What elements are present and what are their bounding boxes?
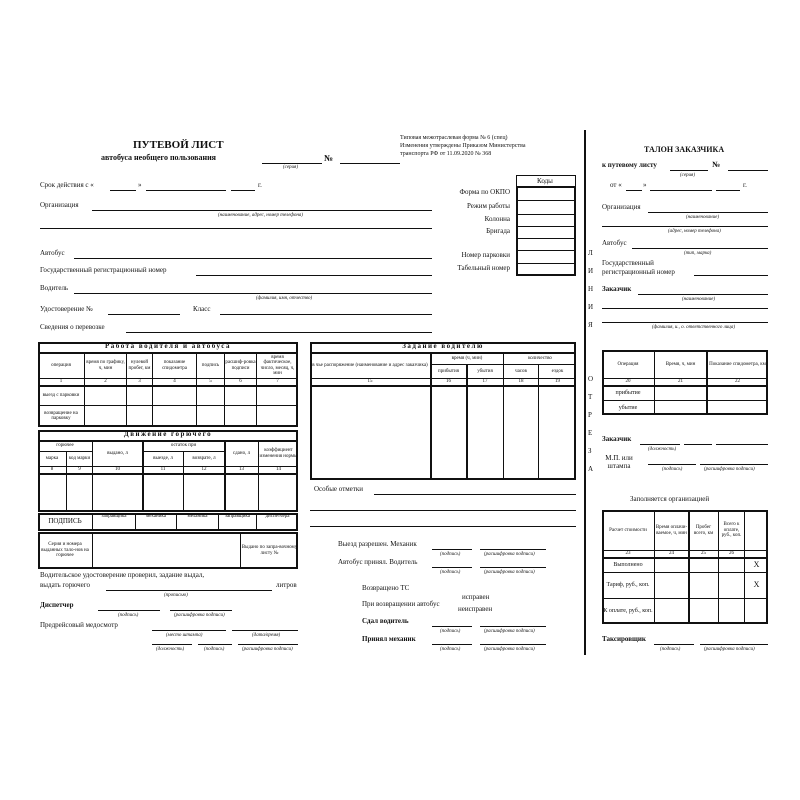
fuel-h-rest: остаток при bbox=[170, 443, 197, 449]
form-note-3: транспорта РФ от 11.09.2020 № 368 bbox=[400, 151, 492, 157]
organization-line-2[interactable] bbox=[40, 228, 432, 229]
validity-day-line[interactable] bbox=[110, 190, 136, 191]
waybill-form: ПУТЕВОЙ ЛИСТ автобуса необщего пользования (серия) № Типовая межотраслевая форма № 6 (спец) Изменения утверждены Приказом Министерства транспорта РФ от 11.09.2020 № 368 Срок действия с « » г. Организация (наименование, адрес, номер телефона) Автобус Государственный регистрационный номер Водитель (фамилия, имя, отчество) Удостоверение № Класс Сведения о перевозке Коды Форма по ОКПО Режим работы Колонна Бригада Номер парковки Табельный номер Работа водителя и автобуса операция время по графику, ч, мин нулевой пробег, км показание спидометра подпись расшиф-ровка подписи время фактическое, число, месяц, ч, мин 1 2 3 4 5 6 7 выезд с парковки возвращение на парковку Задание водителю в чье распоряжение (наименование и адрес заказчика) время (ч, мин) количество прибытия убытия часов ездок 15 16 17 18 19 Движение горючего горючее марка код марки выдано, л остаток при выезде, л возврате, л сдано, л коэффициент изменения нормы 8 9 10 11 12 13 14 ПОДПИСЬ заправщика механика механика заправщика диспетчера Серия и номера выданных тало-нов на горючее Выдано по запра-вочному листу № Водительское удостоверение проверил, задание выдал, выдать горючего литров (прописью) Диспетчер (подпись) (расшифровка подписи) Предрейсовый медосмотр (место штампа) (дата/время) (должность) (подпись) (расшифровка подписи) Особые отметки Выезд разрешен. Механик (подпись) (расшифровка подписи) Автобус принял. Водитель (подпись) (расшифровка подписи) Возвращено ТС При возвращении автобус исправен неисправен Сдал водитель (подпись) (расшифровка подписи) Принял механик (подпись) (расшифровка подписи) Л И Н И Я О Т Р Е З А ТАЛОН ЗАКАЗЧИКА к путевому листу (серия) № от « » г. Организация (наименование) (адрес, номер телефона) Автобус (тип, марка) Государственный регистрационный номер Заказчик (наименование) (фамилия, и., о. ответственного лица) Операция Время, ч, мин Показание спидометра, км 20 21 22 прибытие убытие Заказчик (должность) М.П. или штампа (подпись) (расшифровка подписи) Заполняется организацией Расчет стоимости Время оплачи-ваемое, ч, мин Пробег всего, км Всего к оплате, руб., коп. 23 24 25 26 Выполнено Тариф, руб., коп. К оплате, руб., коп. X X Таксировщик (подпись) (расшифровка подписи) bbox=[28, 120, 772, 665]
driver-caption: (фамилия, имя, отчество) bbox=[256, 296, 313, 301]
ok-label: исправен bbox=[462, 593, 490, 601]
fuel-h-handed: сдано, л bbox=[232, 450, 251, 456]
code-column: Колонна bbox=[484, 215, 510, 223]
signature-label: ПОДПИСЬ bbox=[48, 517, 82, 526]
fuel-table-title: Движение горючего bbox=[123, 430, 213, 439]
coupon-state-reg: Государственный регистрационный номер bbox=[602, 259, 675, 276]
driver-line[interactable] bbox=[74, 293, 432, 294]
code-mode: Режим работы bbox=[466, 202, 510, 210]
validity-year-line[interactable] bbox=[231, 190, 255, 191]
bus-label: Автобус bbox=[40, 249, 65, 257]
code-tab: Табельный номер bbox=[457, 264, 510, 272]
bus-line[interactable] bbox=[74, 258, 432, 259]
validity-label: Срок действия с « bbox=[40, 181, 94, 189]
dispatcher-decode-line[interactable] bbox=[170, 610, 232, 611]
series-caption: (серия) bbox=[283, 165, 299, 170]
fuel-h-return: возврате, л bbox=[192, 456, 216, 462]
coupon-from: от « bbox=[610, 181, 622, 189]
carrier-line[interactable] bbox=[126, 332, 432, 333]
coupon-customer-2: Заказчик bbox=[602, 435, 632, 443]
series-line bbox=[262, 163, 322, 164]
fuel-h-issued: выдано, л bbox=[107, 450, 128, 456]
carrier-label: Сведения о перевозке bbox=[40, 323, 105, 331]
fuel-h-fuel: горючее bbox=[56, 443, 74, 449]
faulty-label: неисправен bbox=[458, 605, 493, 613]
license-label: Удостоверение № bbox=[40, 305, 93, 313]
form-note-1: Типовая межотраслевая форма № 6 (спец) bbox=[400, 135, 508, 141]
work-h-schedule: время по графику, ч, мин bbox=[86, 360, 125, 371]
work-row-exit: выезд с парковки bbox=[42, 392, 80, 398]
number-line bbox=[340, 163, 400, 164]
class-line[interactable] bbox=[220, 314, 432, 315]
coupon-stamp: М.П. или штампа bbox=[605, 454, 633, 471]
exit-allowed: Выезд разрешен. Механик bbox=[338, 540, 417, 548]
task-h-count: количество bbox=[528, 355, 552, 361]
code-okpo: Форма по ОКПО bbox=[459, 188, 510, 196]
code-brigade: Бригада bbox=[486, 227, 510, 235]
task-h-hours: часов bbox=[515, 368, 527, 374]
state-reg-line[interactable] bbox=[196, 275, 432, 276]
fuel-issue-text: выдать горючего bbox=[40, 581, 90, 589]
validity-year-suffix: г. bbox=[258, 181, 262, 189]
handed-driver: Сдал водитель bbox=[362, 617, 409, 625]
form-note-2: Изменения утверждены Приказом Министерства bbox=[400, 143, 526, 149]
medcheck-date-line[interactable] bbox=[232, 630, 298, 631]
validity-month-line[interactable] bbox=[146, 190, 226, 191]
task-h-time: время (ч, мин) bbox=[451, 355, 483, 361]
work-h-actual: время фактическое, число, месяц, ч, мин bbox=[260, 354, 295, 376]
work-row-return: возвращение на парковку bbox=[44, 410, 78, 421]
organization-label: Организация bbox=[40, 201, 79, 209]
dispatcher-sign-line[interactable] bbox=[98, 610, 160, 611]
medcheck-label: Предрейсовый медосмотр bbox=[40, 621, 118, 629]
filled-by-org: Заполняется организацией bbox=[630, 495, 710, 503]
organization-line[interactable] bbox=[92, 210, 432, 211]
fuel-h-brand: марка bbox=[45, 456, 59, 462]
work-h-signature: подпись bbox=[201, 362, 220, 368]
task-table-title: Задание водителю bbox=[402, 342, 484, 351]
cut-line bbox=[584, 130, 586, 655]
class-label: Класс bbox=[193, 305, 211, 313]
code-parking: Номер парковки bbox=[461, 251, 510, 259]
form-subtitle: автобуса необщего пользования bbox=[101, 153, 216, 162]
bus-accepted: Автобус принял. Водитель bbox=[338, 558, 418, 566]
work-h-zero-run: нулевой пробег, км bbox=[128, 360, 151, 371]
coupon-customer: Заказчик bbox=[602, 285, 632, 293]
notes-label: Особые отметки bbox=[314, 485, 363, 493]
fuel-h-code: код марки bbox=[68, 456, 91, 462]
coupon-to-sheet: к путевому листу bbox=[602, 161, 657, 169]
coupon-bus-label: Автобус bbox=[602, 239, 627, 247]
license-line[interactable] bbox=[108, 314, 180, 315]
state-reg-label: Государственный регистрационный номер bbox=[40, 266, 167, 274]
coupons-label: Серия и номера выданных тало-нов на горючее bbox=[41, 542, 89, 559]
task-h-customer: в чье распоряжение (наименование и адрес заказчика) bbox=[312, 362, 428, 368]
work-h-speedometer: показание спидометра bbox=[162, 360, 187, 371]
driver-label: Водитель bbox=[40, 284, 69, 292]
form-title: ПУТЕВОЙ ЛИСТ bbox=[133, 139, 224, 151]
work-h-operation: операция bbox=[51, 362, 71, 368]
liters-label: литров bbox=[276, 581, 297, 589]
fuel-h-coef: коэффициент изменения нормы bbox=[259, 448, 298, 459]
coupon-org-label: Организация bbox=[602, 203, 641, 211]
codes-header: Коды bbox=[537, 177, 553, 185]
fuel-liters-line[interactable] bbox=[106, 590, 272, 591]
task-h-arrival: прибытия bbox=[438, 368, 459, 374]
task-h-departure: убытия bbox=[477, 368, 493, 374]
coupons-issued: Выдано по запра-вочному листу № bbox=[241, 545, 298, 556]
work-table-title: Работа водителя и автобуса bbox=[105, 342, 231, 351]
fuel-h-out: выезде, л bbox=[153, 456, 173, 462]
returned-label: Возвращено ТС bbox=[362, 584, 410, 592]
verified-text: Водительское удостоверение проверил, задание выдал, bbox=[40, 571, 205, 579]
accepted-mech: Принял механик bbox=[362, 635, 416, 643]
on-return-label: При возвращении автобус bbox=[362, 600, 440, 608]
medcheck-stamp-line[interactable] bbox=[152, 630, 226, 631]
work-h-decode: расшиф-ровка подписи bbox=[225, 360, 256, 371]
task-h-trips: ездок bbox=[551, 368, 564, 374]
coupon-taxer: Таксировщик bbox=[602, 635, 646, 643]
dispatcher-label: Диспетчер bbox=[40, 601, 74, 609]
organization-caption: (наименование, адрес, номер телефона) bbox=[218, 213, 303, 218]
notes-line[interactable] bbox=[374, 494, 576, 495]
coupon-title: ТАЛОН ЗАКАЗЧИКА bbox=[644, 145, 725, 154]
number-sign: № bbox=[324, 153, 334, 163]
